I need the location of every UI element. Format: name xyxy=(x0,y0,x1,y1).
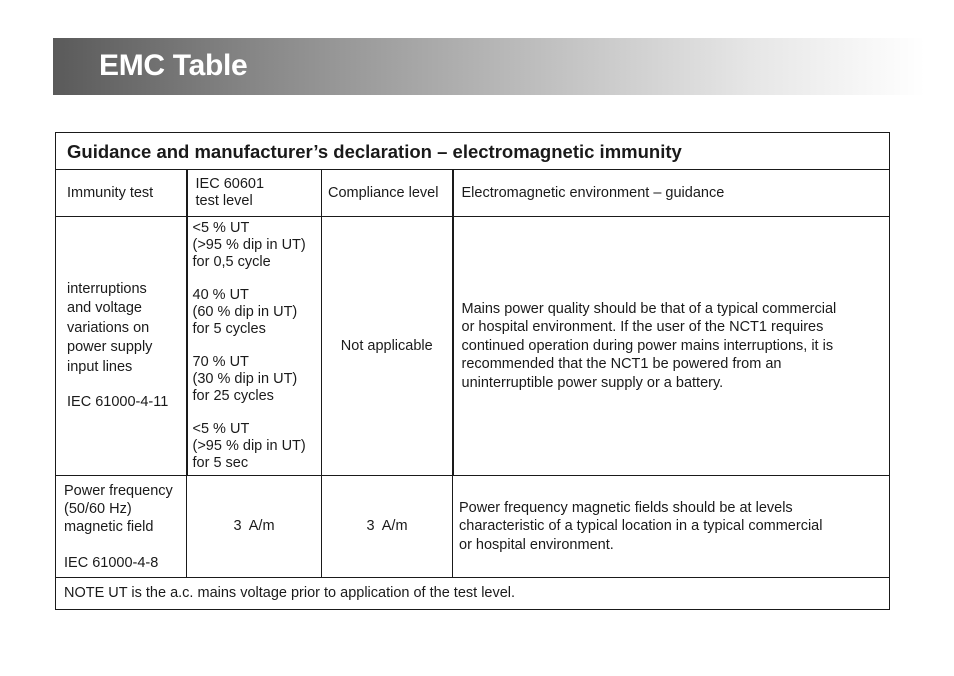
test-line: interruptions xyxy=(67,280,147,297)
table-header-row xyxy=(56,170,890,217)
header-immunity-test: Immunity test xyxy=(56,170,187,217)
level-line: 70 % UT xyxy=(192,354,249,370)
guidance-line: characteristic of a typical location in a typical commercial xyxy=(459,518,823,535)
guidance-line: Mains power quality should be that of a typical commercial xyxy=(461,300,837,317)
test-level-cell: 3 A/m xyxy=(187,476,322,578)
level-line: 40 % UT xyxy=(192,287,249,303)
test-line: input lines xyxy=(67,358,133,375)
level-line: <5 % UT xyxy=(192,220,250,236)
table-note: NOTE UT is the a.c. mains voltage prior to application of the test level. xyxy=(56,578,890,610)
level-line: (>95 % dip in UT) xyxy=(192,237,306,253)
header-iec-line2: test level xyxy=(195,193,253,209)
test-line: magnetic field xyxy=(64,518,154,535)
compliance-cell: 3 A/m xyxy=(322,476,453,578)
table-title-row xyxy=(56,133,890,170)
level-line: for 5 cycles xyxy=(192,321,266,337)
header-guidance: Electromagnetic environment – guidance xyxy=(453,170,890,217)
immunity-test-cell xyxy=(56,476,187,578)
guidance-line: or hospital environment. xyxy=(459,536,614,553)
table-note-row xyxy=(56,578,890,610)
level-line: for 0,5 cycle xyxy=(192,254,271,270)
page-title: EMC Table xyxy=(99,49,248,82)
guidance-line: or hospital environment. If the user of the NCT1 requires xyxy=(461,319,824,336)
table-title: Guidance and manufacturer’s declaration – electromagnetic immunity xyxy=(56,133,890,170)
test-line: Power frequency xyxy=(64,482,173,499)
compliance-cell: Not applicable xyxy=(322,217,453,476)
page-banner xyxy=(53,38,925,95)
level-line: (>95 % dip in UT) xyxy=(192,438,306,454)
table-row xyxy=(56,217,890,476)
header-iec-test-level xyxy=(187,170,322,217)
emc-table xyxy=(55,132,890,610)
level-line: (30 % dip in UT) xyxy=(192,371,298,387)
level-line: <5 % UT xyxy=(192,421,250,437)
test-standard: IEC 61000-4-11 xyxy=(67,394,169,410)
immunity-test-cell xyxy=(56,217,187,476)
guidance-line: recommended that the NCT1 be powered from an xyxy=(461,356,782,373)
guidance-line: continued operation during power mains interruptions, it is xyxy=(461,337,834,354)
guidance-cell xyxy=(453,217,890,476)
test-line: and voltage xyxy=(67,300,142,316)
guidance-cell xyxy=(453,476,890,578)
test-standard: IEC 61000-4-8 xyxy=(64,554,159,571)
level-line: for 5 sec xyxy=(192,455,249,471)
level-line: for 25 cycles xyxy=(192,388,274,404)
guidance-line: Power frequency magnetic fields should be at levels xyxy=(459,499,793,516)
guidance-line: uninterruptible power supply or a battery. xyxy=(461,374,724,391)
table-row xyxy=(56,476,890,578)
test-line: variations on xyxy=(67,319,150,336)
level-line: (60 % dip in UT) xyxy=(192,304,298,320)
header-iec-line1: IEC 60601 xyxy=(195,176,265,192)
test-line: (50/60 Hz) xyxy=(64,500,132,517)
test-level-cell xyxy=(187,217,322,476)
header-compliance-level: Compliance level xyxy=(322,170,453,217)
test-line: power supply xyxy=(67,339,153,355)
